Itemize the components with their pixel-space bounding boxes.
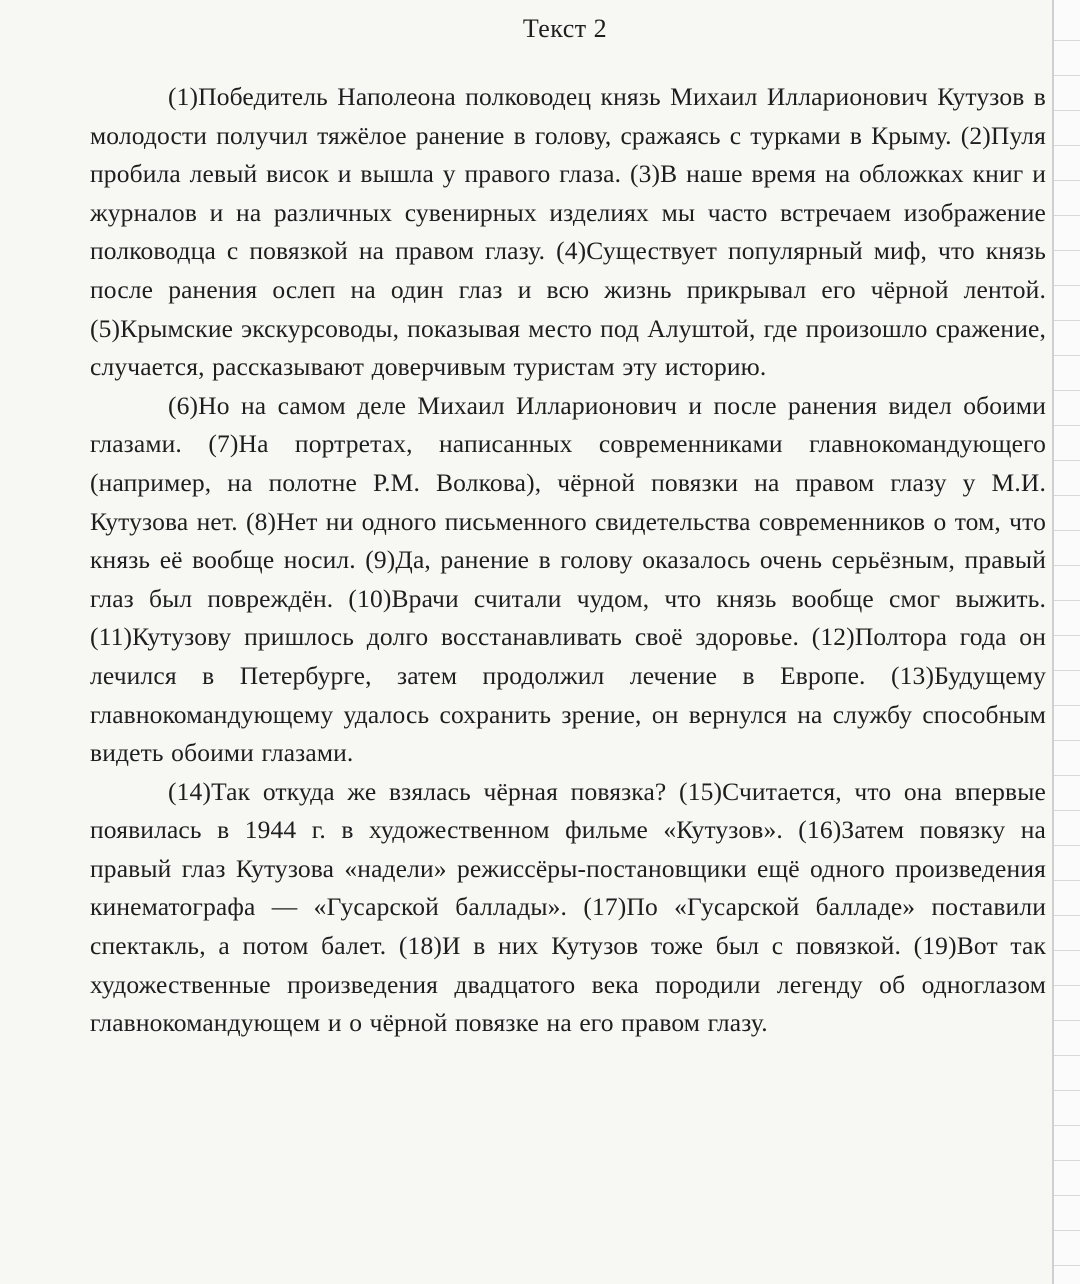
adjacent-page-edge (1052, 0, 1080, 1284)
paragraph-2: (6)Но на самом деле Михаил Илларионович и после ранения видел обоими глазами. (7)На портретах, написанных современниками главнокомандующего (например, на полотне Р.М. Волкова), чёрной повязки на правом глазу у М.И. Кутузова нет. (8)Нет ни одного письменного свидетельства современников о том, что князь её вообще носил. (9)Да, ранение в голову оказалось очень серьёзным, правый глаз был повреждён. (10)Врачи считали чудом, что князь вообще смог выжить. (11)Кутузову пришлось долго восстанавливать своё здоровье. (12)Полтора года он лечился в Петербурге, затем продолжил лечение в Европе. (13)Будущему главнокомандующему удалось сохранить зрение, он вернулся на службу способным видеть обоими глазами. (90, 390, 1046, 768)
paragraph-3: (14)Так откуда же взялась чёрная повязка? (15)Считается, что она впервые появилась в 1944 г. в художественном фильме «Кутузов». (16)Затем повязку на правый глаз Кутузова «надели» режиссёры-постановщики ещё одного произведения кинематографа — «Гусарской баллады». (17)По «Гусарской балладе» поставили спектакль, а потом балет. (18)И в них Кутузов тоже был с повязкой. (19)Вот так художественные произведения двадцатого века породили легенду об одноглазом главнокомандующем и о чёрной повязке на его правом глазу. (90, 776, 1046, 1038)
text-title: Текст 2 (522, 14, 608, 43)
paragraph-1: (1)Победитель Наполеона полководец князь Михаил Илларионович Кутузов в молодости получил тяжёлое ранение в голову, сражаясь с турками в Крыму. (2)Пуля пробила левый висок и вышла у правого глаза. (3)В наше время на обложках книг и журналов и на различных сувенирных изделиях мы часто встречаем изображение полководца с повязкой на правом глазу. (4)Существует популярный миф, что князь после ранения ослеп на один глаз и всю жизнь прикрывал его чёрной лентой. (5)Крымские экскурсоводы, показывая место под Алуштой, где произошло сражение, случается, рассказывают доверчивым туристам эту историю. (90, 82, 1046, 382)
text-body (90, 78, 1046, 1043)
